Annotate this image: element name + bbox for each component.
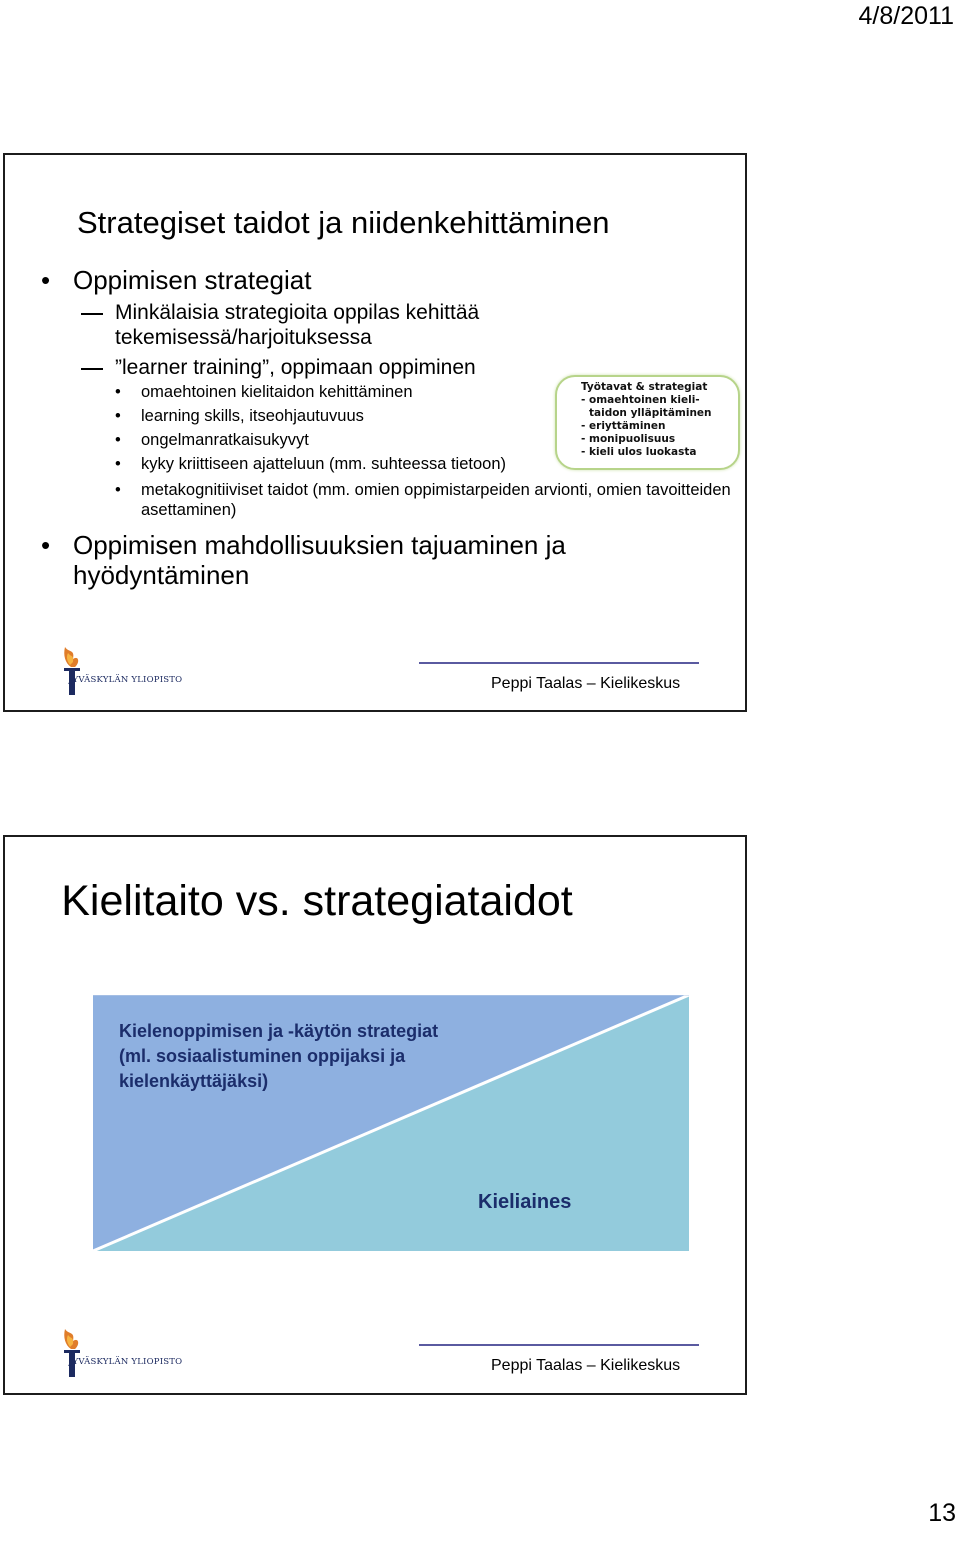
triangle-diagram bbox=[93, 995, 689, 1251]
language-content-label: Kieliaines bbox=[478, 1191, 572, 1213]
torch-icon bbox=[53, 643, 93, 697]
list-item: • ongelmanratkaisukyvyt bbox=[41, 428, 741, 452]
list-item: • omaehtoinen kielitaidon kehittäminen bbox=[41, 380, 741, 404]
bullet-learning-strategies: • Oppimisen strategiat bbox=[41, 265, 741, 295]
inset-line: - monipuolisuus bbox=[581, 433, 676, 445]
inset-line: - eriyttäminen bbox=[581, 420, 666, 432]
footer-text: Peppi Taalas – Kielikeskus bbox=[491, 1357, 681, 1374]
slide-strategic-skills bbox=[3, 153, 747, 712]
sub-bullet-learner-training: ”learner training”, oppimaan oppiminen bbox=[41, 355, 741, 380]
logo-text: JYVÄSKYLÄN YLIOPISTO bbox=[69, 1357, 183, 1367]
list-item: • metakognitiiviset taidot (mm. omien oppimistarpeiden arvionti, omien tavoitteiden asettaminen) bbox=[41, 480, 741, 520]
logo-text: JYVÄSKYLÄN YLIOPISTO bbox=[69, 675, 183, 685]
university-logo bbox=[53, 643, 183, 703]
bullet-learning-opportunities: • Oppimisen mahdollisuuksien tajuaminen ja hyödyntäminen bbox=[41, 530, 741, 590]
slide-title: Strategiset taidot ja niidenkehittäminen bbox=[77, 205, 610, 240]
slide-title: Kielitaito vs. strategiataidot bbox=[61, 877, 573, 925]
footer-divider bbox=[419, 1344, 699, 1346]
sub-bullet-strategies: Minkälaisia strategioita oppilas kehittää tekemisessä/harjoituksessa bbox=[41, 300, 741, 350]
page-date: 4/8/2011 bbox=[858, 2, 954, 30]
list-item: • kyky kriittiseen ajatteluun (mm. suhteessa tietoon) bbox=[41, 452, 741, 476]
inset-line: - omaehtoinen kieli- bbox=[581, 394, 700, 406]
strategies-label: Kielenoppimisen ja -käytön strategiat (ml. sosiaalistuminen oppijaksi ja kielenkäyttäjäksi) bbox=[119, 1021, 439, 1091]
slide-language-vs-strategy bbox=[3, 835, 747, 1395]
inset-line: taidon ylläpitäminen bbox=[589, 407, 712, 419]
footer-text: Peppi Taalas – Kielikeskus bbox=[491, 675, 681, 692]
footer-divider bbox=[419, 662, 699, 664]
page-number: 13 bbox=[928, 1499, 956, 1527]
torch-icon bbox=[53, 1325, 93, 1379]
list-item: • learning skills, itseohjautuvuus bbox=[41, 404, 741, 428]
university-logo bbox=[53, 1325, 183, 1385]
inset-line: Työtavat & strategiat bbox=[581, 381, 708, 393]
methods-strategies-box bbox=[555, 375, 740, 470]
inset-line: - kieli ulos luokasta bbox=[581, 446, 697, 458]
